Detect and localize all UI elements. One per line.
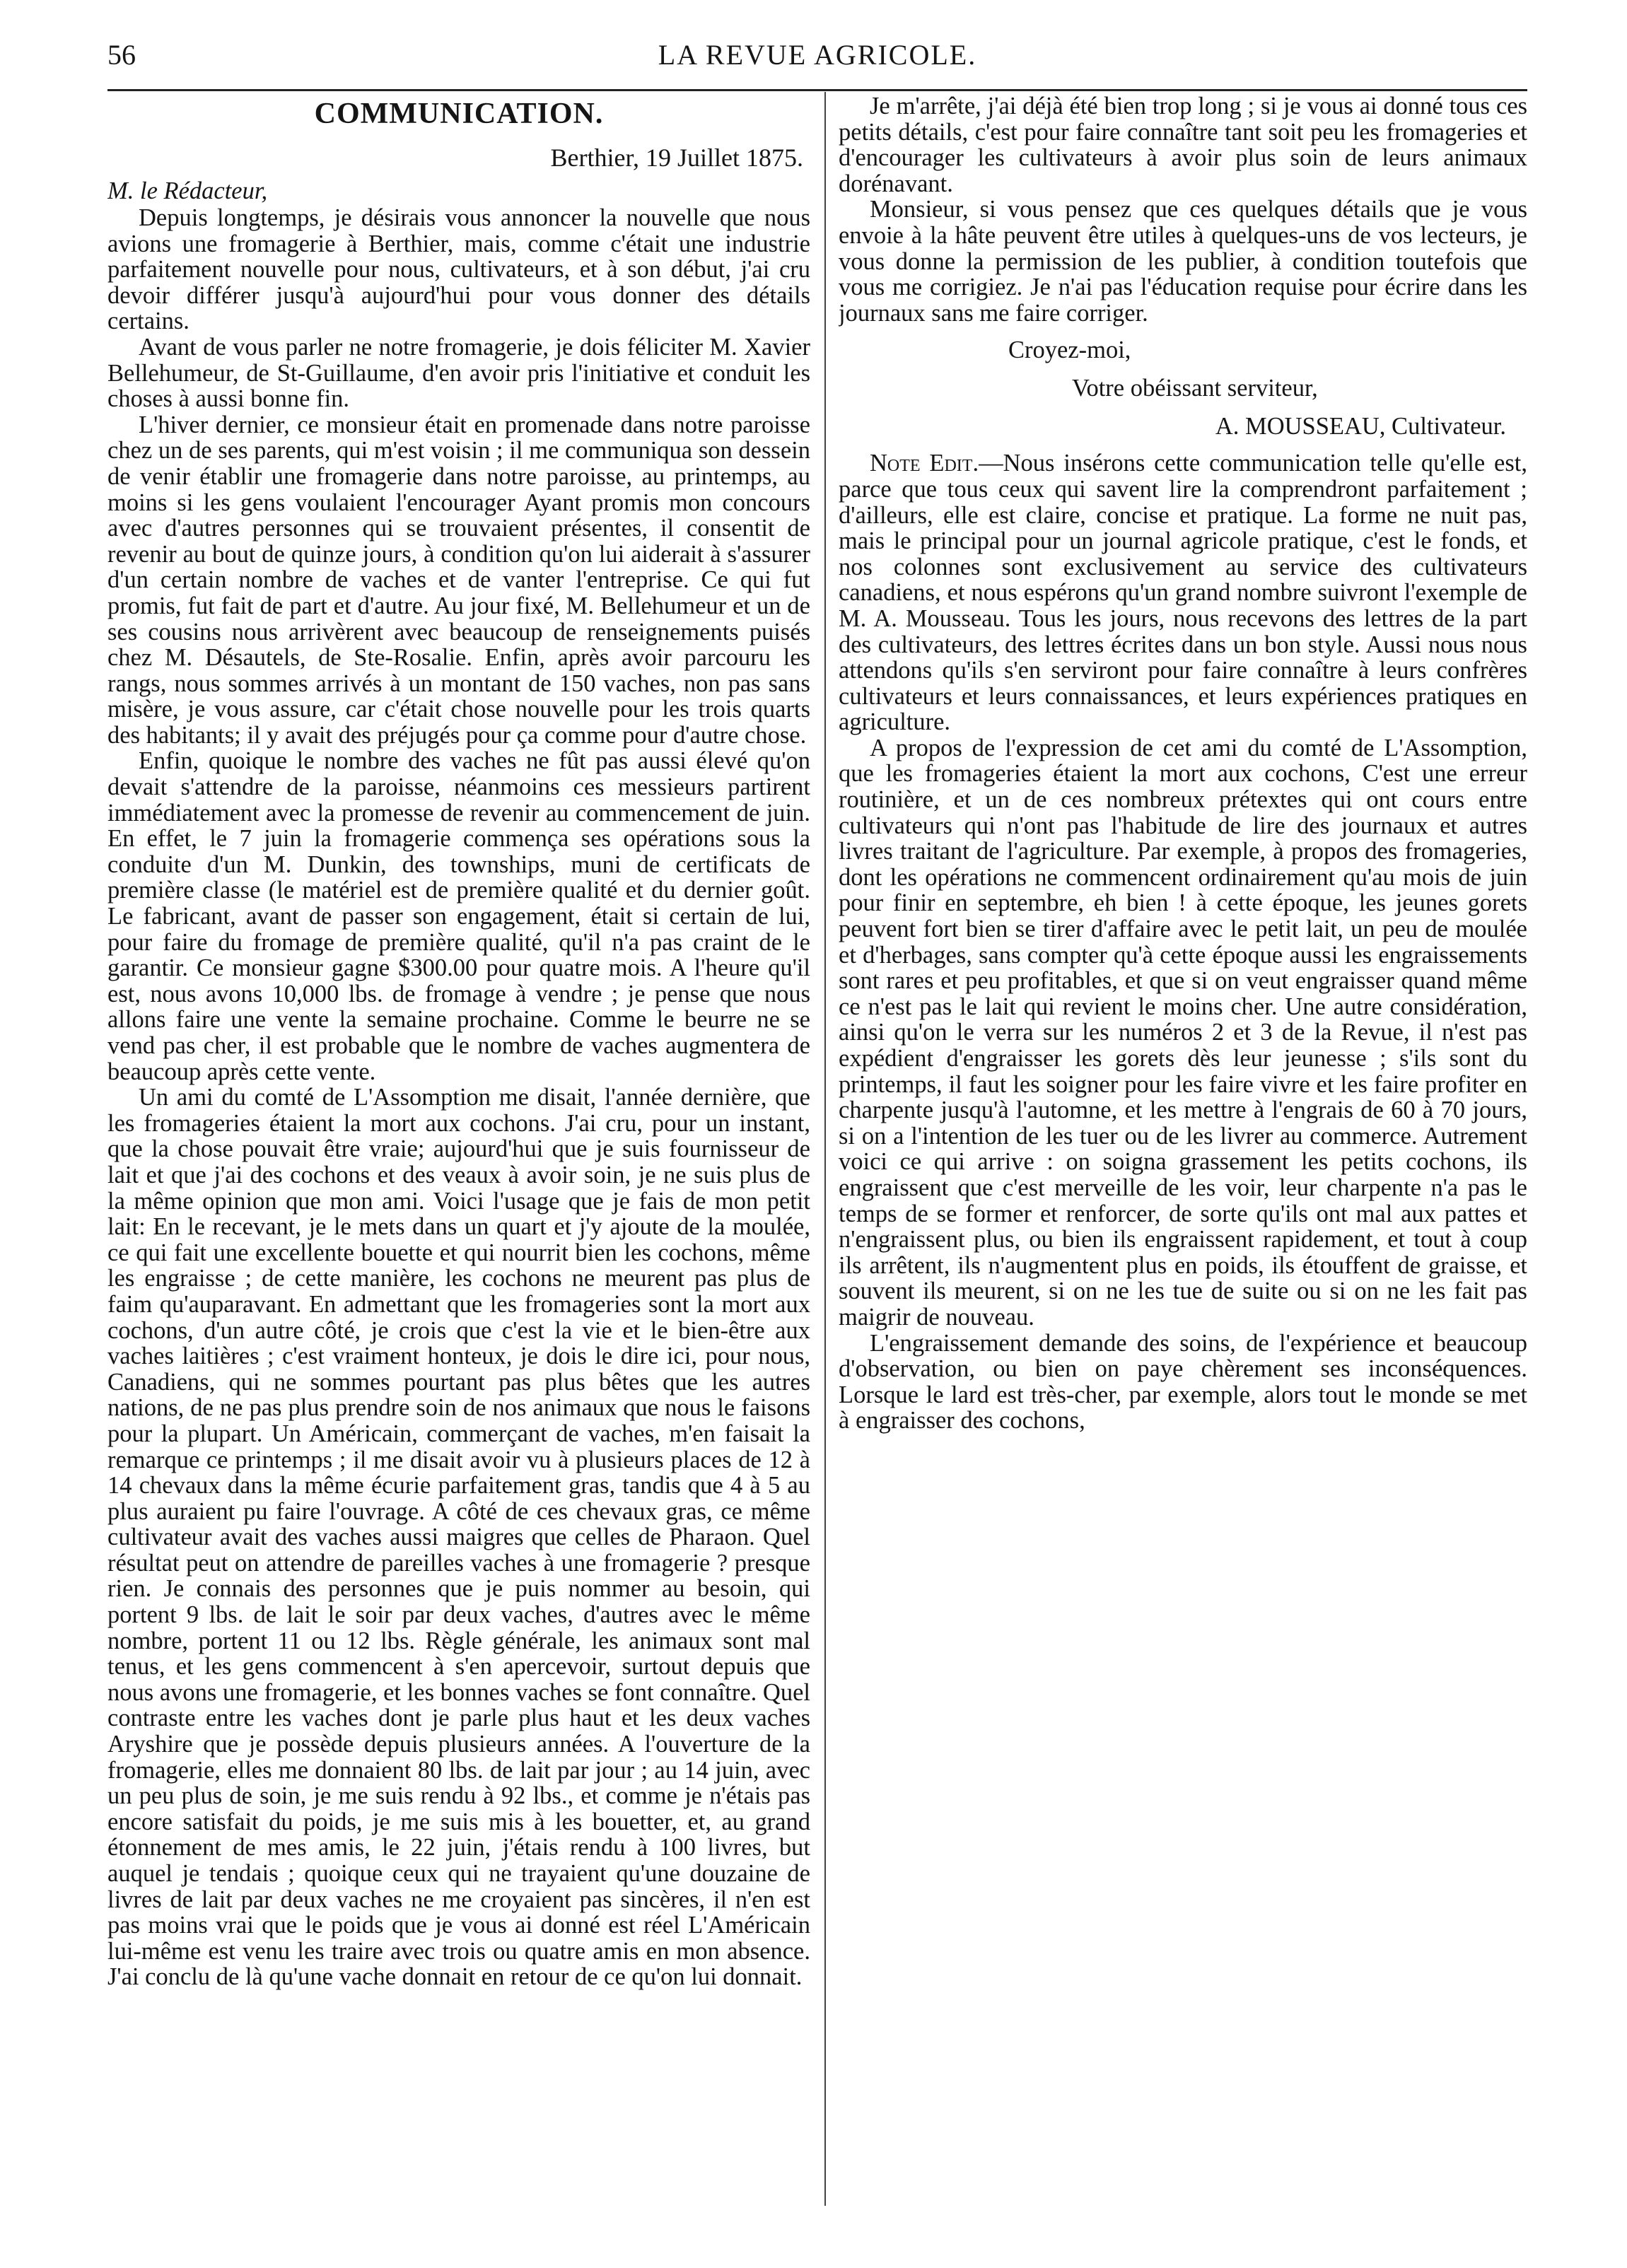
paragraph: Enfin, quoique le nombre des vaches ne fût pas aussi élevé qu'on devait s'attendre de la paroisse, néanmoins ces messieurs partirent immédiatement avec la promesse de revenir au commencement de juin. En effet, le 7 juin la fromagerie commença ses opérations sous la conduite d'un M. Dunkin, des townships, muni de certificats de première classe (le matériel est de première qualité et du dernier goût. Le fabricant, avant de passer son engagement, était si certain de lui, pour faire du fromage de première qualité, qu'il n'a pas craint de le garantir. Ce monsieur gagne $300.00 pour quatre mois. A l'heure qu'il est, nous avons 10,000 lbs. de fromage à vendre ; je pense que nous allons faire une vente la semaine prochaine. Comme le beurre ne se vend pas cher, il est probable que le nombre de vaches augmentera de beaucoup après cette vente. [107, 747, 810, 1085]
column-right [839, 93, 1527, 2207]
paragraph: Depuis longtemps, je désirais vous annoncer la nouvelle que nous avions une fromagerie à Berthier, mais, comme c'était une industrie parfaitement nouvelle pour nous, cultivateurs, et à son début, j'ai cru devoir différer jusqu'à aujourd'hui pour vous donner des détails certains. [107, 204, 810, 335]
header-rule [107, 89, 1527, 91]
article-title: COMMUNICATION. [314, 98, 604, 130]
closing-line: Croyez-moi, [1008, 337, 1131, 364]
page-header [107, 34, 1527, 76]
signature: A. MOUSSEAU, Cultivateur. [1215, 413, 1506, 440]
dateline: Berthier, 19 Juillet 1875. [550, 144, 803, 172]
column-left [107, 93, 810, 2207]
paragraph: A propos de l'expression de cet ami du comté de L'Assomption, que les fromageries étaient la mort aux cochons, C'est une erreur routinière, et un de ces nombreux prétextes qui ont cours entre cultivateurs qui n'ont pas l'habitude de lire des journaux et autres livres traitant de l'agriculture. Par exemple, à propos des fromageries, dont les opérations ne commencent ordinairement qu'au mois de juin pour finir en septembre, eh bien ! à cette époque, les jeunes gorets peuvent fort bien se tirer d'affaire avec le petit lait, un peu de moulée et d'herbages, sans compter qu'à cette époque aussi les engraissements sont rares et peu profitables, et que si on veut engraisser quand même ce n'est pas le lait qui revient le moins cher. Une autre considération, ainsi qu'on le verra sur les numéros 2 et 3 de la Revue, il n'est pas expédient d'engraisser les gorets dès leur jeunesse ; s'ils sont du printemps, il faut les soigner pour les faire vivre et les faire profiter en charpente jusqu'à l'automne, et les mettre à l'engrais de 60 à 70 jours, si on a l'intention de les tuer ou de les livrer au commerce. Autrement voici ce qui arrive : on soigna grassement les petits cochons, ils engraissent que c'est merveille de les voir, leur charpente n'a pas le temps de se former et renforcer, de sorte qu'ils ont mal aux pattes et n'engraissent plus, ou bien ils engraissent rapidement, et tout à coup ils arrêtent, ils n'augmentent plus en poids, ils étouffent de graisse, et souvent ils meurent, si on ne les tue de suite ou si on ne les fait pas maigrir de nouveau. [839, 734, 1527, 1331]
paragraph: Je m'arrête, j'ai déjà été bien trop long ; si je vous ai donné tous ces petits détails, c'est pour faire connaître tant soit peu les fromageries et d'encourager les cultivateurs à avoir plus soin de leurs animaux dorénavant. [839, 93, 1527, 197]
note-label: Note Edit. [870, 450, 979, 477]
column-divider [824, 92, 826, 2206]
salutation: M. le Rédacteur, [107, 177, 268, 204]
paragraph-flowing: Un ami du comté de L'Assomption me disait, l'année dernière, que les fromageries étaient la mort aux cochons. J'ai cru, pour un instant, que la chose pouvait être vraie; aujourd'hui que je suis fournisseur de lait et que j'ai des cochons et des veaux à avoir soin, je ne suis plus de la même opinion que mon ami. Voici l'usage que je fais de mon petit lait: En le recevant, je le mets dans un quart et j'y ajoute de la moulée, ce qui fait une excellente bouette et qui nourrit bien les cochons, même les engraisse ; de cette manière, les cochons ne meurent pas plus de faim qu'auparavant. En admettant que les fromageries sont la mort aux cochons, d'un autre côté, je crois que c'est la vie et le bien-être aux vaches laitières ; c'est vraiment honteux, je dois le dire ici, pour nous, Canadiens, qui ne sommes pourtant pas plus bêtes que les autres nations, de ne pas plus prendre soin de nos animaux que nous le faisons pour la plupart. Un Américain, commerçant de vaches, m'en faisait la remarque ce printemps ; il me disait avoir vu à plusieurs places de 12 à 14 chevaux dans la même écurie parfaitement gras, tandis que 4 à 5 au plus auraient pu faire l'ouvrage. A côté de ces chevaux gras, ce même cultivateur avait des vaches aussi maigres que celles de Pharaon. Quel résultat peut on attendre de pareilles vaches à une fromagerie ? presque rien. Je connais des personnes que je puis nommer au besoin, qui portent 9 lbs. de lait le soir par deux vaches, d'autres avec le même nombre, portent 11 ou 12 lbs. Règle générale, les animaux sont mal tenus, et les gens commencent à s'en apercevoir, surtout depuis que nous avons une fromagerie, et les bonnes vaches se font connaître. Quel contraste entre les vaches dont je parle plus haut et les deux vaches Aryshire que je possède depuis plusieurs années. A l'ouverture de la fromagerie, elles me donnaient 80 lbs. de lait par jour ; au 14 juin, avec un peu plus de soin, je me suis rendu à 92 lbs., et comme je n'étais pas encore satisfait du poids, je me suis mis à les bouetter, et, au grand étonnement de mes amis, le 22 juin, j'étais rendu à 100 livres, but auquel je tendais ; quoique ceux qui ne trayaient qu'une douzaine de livres de lait par deux vaches ne me croyaient pas sincères, il n'en est pas moins vrai que le poids que je vous ai donné est réel L'Américain lui-même est venu les traire avec trois ou quatre amis en mon absence. J'ai conclu de là qu'une vache donnait en retour de ce qu'on lui donnait. [107, 1084, 810, 1991]
page-number: 56 [107, 39, 136, 71]
note-text: Nous insérons cette communication telle qu'elle est, parce que tous ceux qui savent lire la comprendront parfaitement ; d'ailleurs, elle est claire, concise et pratique. La forme ne nuit pas, mais le principal pour un journal agricole pratique, c'est le fonds, et nos colonnes sont exclusivement au service des cultivateurs canadiens, et nous espérons qu'un grand nombre suivront l'exemple de M. A. Mousseau. Tous les jours, nous recevons des lettres de la part des cultivateurs, des lettres écrites dans un bon style. Aussi nous nous attendons qu'ils s'en serviront pour faire connaître à leurs confrères cultivateurs et leurs connaissances, et leurs expériences pratiques en agriculture. [839, 450, 1527, 736]
paragraph: Avant de vous parler ne notre fromagerie, je dois féliciter M. Xavier Bellehumeur, de St-Guillaume, d'en avoir pris l'initiative et conduit les choses à aussi bonne fin. [107, 333, 810, 413]
paragraph: L'hiver dernier, ce monsieur était en promenade dans notre paroisse chez un de ses parents, qui m'est voisin ; il me communiqua son dessein de venir établir une fromagerie dans notre paroisse, au printemps, au moins si les gens voulaient l'encourager Ayant promis mon concours avec d'autres personnes qui se trouvaient présentes, il consentit de revenir au bout de quinze jours, à condition qu'on lui aiderait à s'assurer d'un certain nombre de vaches et de vanter l'entreprise. Ce qui fut promis, fut fait de part et d'autre. Au jour fixé, M. Bellehumeur et un de ses cousins nous arrivèrent avec beaucoup de renseignements puisés chez M. Désautels, de Ste-Rosalie. Enfin, après avoir parcouru les rangs, nous sommes arrivés à un montant de 150 vaches, non pas sans misère, je vous assure, car c'était chose nouvelle pour les trois quarts des habitants; il y avait des préjugés pour ça comme pour d'autre chose. [107, 411, 810, 749]
paragraph: Monsieur, si vous pensez que ces quelques détails que je vous envoie à la hâte peuvent être utiles à quelques-uns de vos lecteurs, je vous donne la permission de les publier, à condition toutefois que vous me corrigiez. Je n'ai pas l'éducation requise pour écrire dans les journaux sans me faire corriger. [839, 196, 1527, 327]
running-title: LA REVUE AGRICOLE. [658, 39, 977, 71]
paragraph: L'engraissement demande des soins, de l'expérience et beaucoup d'observation, ou bien on paye chèrement ses inconséquences. Lorsque le lard est très-cher, par exemple, alors tout le monde se met à engraisser des cochons, [839, 1329, 1527, 1434]
editor-note: Note Edit.—Nous insérons cette communication telle qu'elle est, parce que tous ceux qui savent lire la comprendront parfaitement ; d'ailleurs, elle est claire, concise et pratique. La forme ne nuit pas, mais le principal pour un journal agricole pratique, c'est le fonds, et nos colonnes sont exclusivement au service des cultivateurs canadiens, et nous espérons qu'un grand nombre suivront l'exemple de M. A. Mousseau. Tous les jours, nous recevons des lettres de la part des cultivateurs, des lettres écrites dans un bon style. Aussi nous nous attendons qu'ils s'en serviront pour faire connaître à leurs confrères cultivateurs et leurs connaissances, et leurs expériences pratiques en agriculture. [839, 450, 1527, 736]
closing-line: Votre obéissant serviteur, [1072, 375, 1318, 402]
